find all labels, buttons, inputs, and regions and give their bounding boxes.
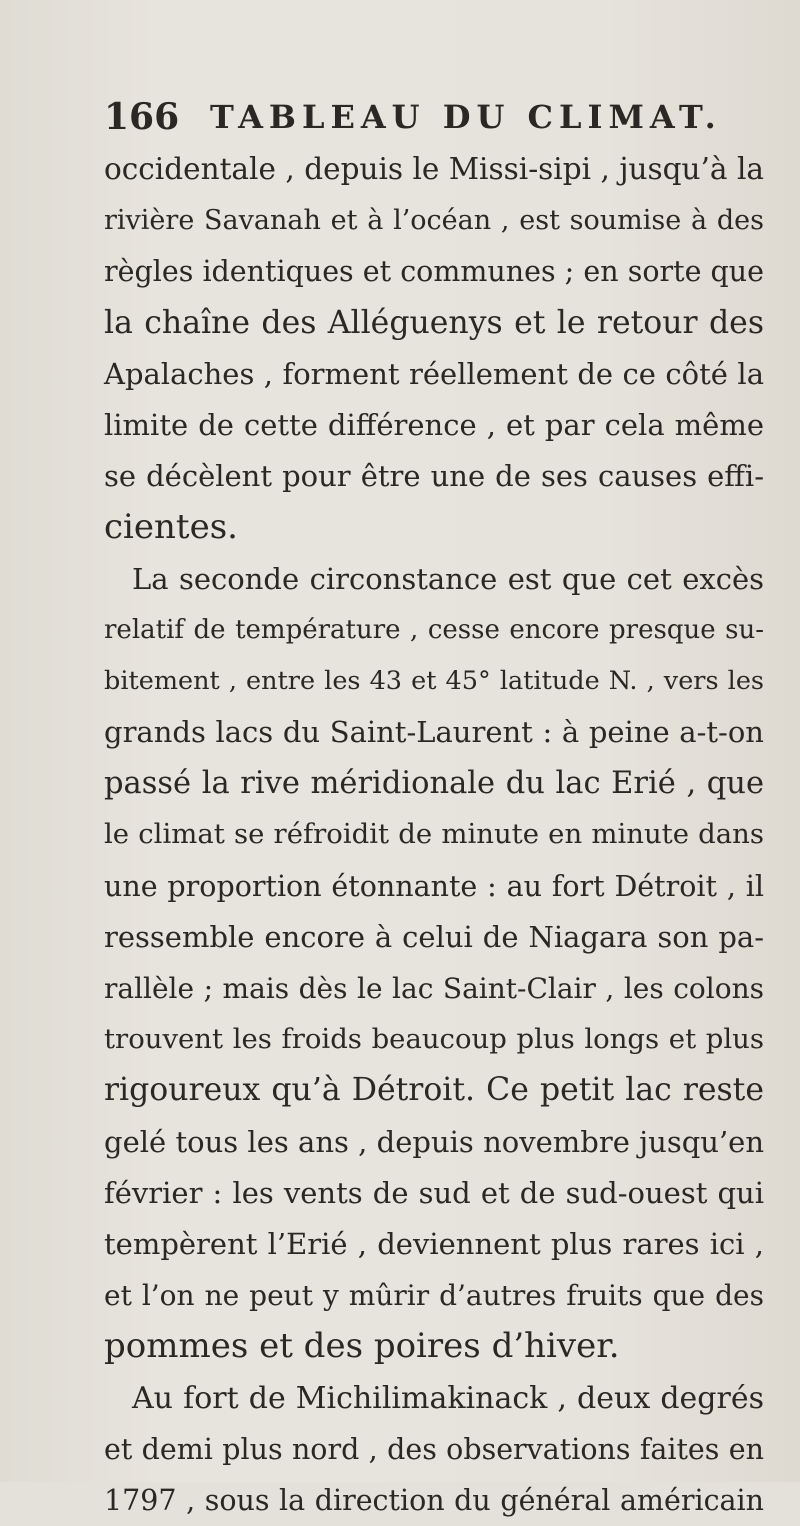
- text-line: Apalaches , forment réellement de ce côté la: [104, 356, 764, 391]
- text-line: le climat se réfroidit de minute en minute dans: [104, 818, 764, 851]
- text-line: et l’on ne peut y mûrir d’autres fruits que des: [104, 1279, 764, 1313]
- paragraph-start-line: Au fort de Michilimakinack , deux degrés: [132, 1380, 764, 1416]
- text-line: et demi plus nord , des observations faites en: [104, 1432, 764, 1466]
- text-line: passé la rive méridionale du lac Erié , que: [104, 766, 764, 802]
- text-line: rivière Savanah et à l’océan , est soumise à des: [104, 205, 764, 237]
- text-line: février : les vents de sud et de sud-ouest qui: [104, 1175, 764, 1210]
- text-line: tempèrent l’Erié , deviennent plus rares ici ,: [104, 1226, 764, 1261]
- text-line: règles identiques et communes ; en sorte que: [104, 255, 764, 289]
- text-line: occidentale , depuis le Missi-sipi , jusqu’à la: [104, 152, 764, 186]
- text-line: se décèlent pour être une de ses causes effi-: [104, 459, 764, 494]
- text-line: une proportion étonnante : au fort Détroit , il: [104, 869, 764, 903]
- page-header: [104, 92, 724, 142]
- text-line: relatif de température , cesse encore presque su-: [104, 614, 764, 645]
- text-line: la chaîne des Alléguenys et le retour des: [104, 304, 764, 341]
- text-line: grands lacs du Saint-Laurent : à peine a-t-on: [104, 715, 764, 750]
- text-line: rigoureux qu’à Détroit. Ce petit lac reste: [104, 1072, 764, 1109]
- paragraph-start-line: La seconde circonstance est que cet excès: [132, 561, 764, 596]
- text-line: bitement , entre les 43 et 45° latitude N. , vers les: [104, 665, 764, 696]
- page-number: 166: [104, 96, 180, 138]
- paragraph-end-line: pommes et des poires d’hiver.: [104, 1326, 620, 1367]
- running-title: TABLEAU DU CLIMAT.: [210, 98, 722, 136]
- text-line: limite de cette différence , et par cela même: [104, 407, 764, 442]
- text-line: trouvent les froids beaucoup plus longs et plus: [104, 1023, 764, 1056]
- body-text: [104, 144, 764, 1526]
- text-line: 1797 , sous la direction du général américain: [104, 1483, 764, 1517]
- text-line: rallèle ; mais dès le lac Saint-Clair , les colons: [104, 972, 764, 1005]
- text-line: ressemble encore à celui de Niagara son pa-: [104, 919, 764, 954]
- paragraph-end-line: cientes.: [104, 507, 238, 548]
- text-line: gelé tous les ans , depuis novembre jusqu’en: [104, 1124, 764, 1159]
